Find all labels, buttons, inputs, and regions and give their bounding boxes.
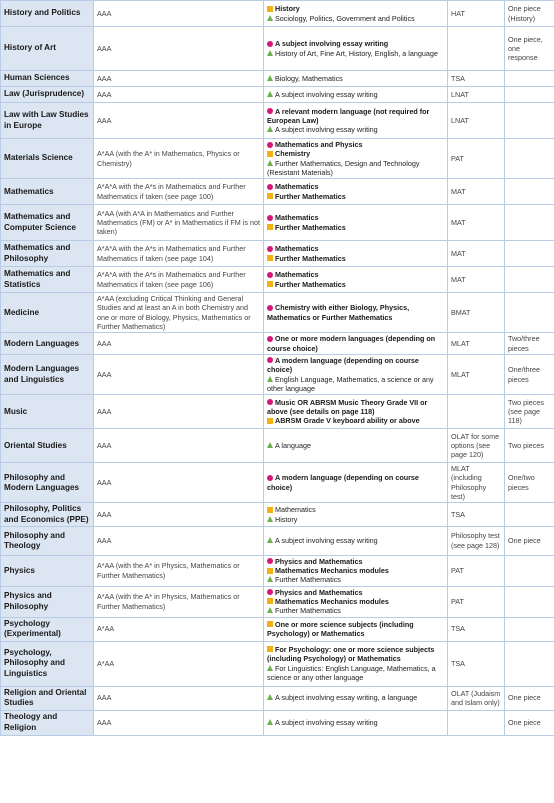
table-row [1,27,554,71]
requirement-item [267,557,444,566]
grade-requirement: AAA [94,526,264,555]
table-row [1,641,554,686]
table-row [1,71,554,87]
admissions-test: LNAT [448,103,505,139]
requirement-item [267,375,444,394]
course-name: Medicine [1,293,94,333]
course-name: Philosophy and Modern Languages [1,463,94,503]
grade-requirement: AAA [94,686,264,710]
requirement-text: Mathematics [275,182,319,192]
requirement-item [267,4,444,13]
admissions-test: Philosophy test (see page 128) [448,526,505,555]
requirement-item [267,90,444,99]
triangle-bullet-icon [267,50,273,56]
written-work [505,293,554,333]
requirement-text: Mathematics [275,505,316,515]
circle-bullet-icon [267,305,273,311]
subject-requirements [264,267,448,293]
course-name: Philosophy and Theology [1,526,94,555]
table-row [1,267,554,293]
requirement-item [267,39,444,48]
requirement-text: Mathematics Mechanics modules [275,566,389,576]
requirement-item [267,182,444,191]
admissions-test: MLAT [448,354,505,394]
table-row [1,429,554,463]
written-work [505,179,554,205]
written-work [505,103,554,139]
requirement-text: One or more science subjects (including Psychology) or Mathematics [267,619,414,639]
requirement-text: Further Mathematics [275,222,346,232]
admissions-test: TSA [448,71,505,87]
requirement-text: Sociology, Politics, Government and Politics [275,13,415,23]
square-bullet-icon [267,224,273,230]
square-bullet-icon [267,193,273,199]
requirement-item [267,244,444,253]
subject-requirements [264,71,448,87]
subject-requirements [264,641,448,686]
requirement-item [267,159,444,178]
requirement-item [267,473,444,492]
requirement-item [267,566,444,575]
circle-bullet-icon [267,215,273,221]
requirement-item [267,597,444,606]
grade-requirement: A*AA (with A*A in Mathematics and Further Mathematics (FM) or A* in Mathematics if FM is not taken) [94,205,264,241]
course-name: Law with Law Studies in Europe [1,103,94,139]
grade-requirement: AAA [94,1,264,27]
course-name: Physics [1,555,94,586]
grade-requirement: A*A*A with the A*s in Mathematics and Further Mathematics if taken (see page 104) [94,241,264,267]
requirement-text: A subject involving essay writing [275,39,389,49]
course-name: Philosophy, Politics and Economics (PPE) [1,503,94,526]
written-work [505,267,554,293]
requirement-text: Chemistry with either Biology, Physics, Mathematics or Further Mathematics [267,303,410,322]
requirement-text: Mathematics and Physics [275,140,363,149]
courses-table-body [1,1,554,736]
requirement-item [267,606,444,615]
table-row [1,241,554,267]
requirement-item [267,14,444,23]
triangle-bullet-icon [267,126,273,132]
requirement-item [267,441,444,450]
requirement-item [267,620,444,639]
triangle-bullet-icon [267,665,273,671]
requirement-item [267,575,444,584]
triangle-bullet-icon [267,576,273,582]
circle-bullet-icon [267,108,273,114]
requirement-item [267,149,444,158]
subject-requirements [264,179,448,205]
admissions-test: TSA [448,503,505,526]
requirement-text: Mathematics Mechanics modules [275,596,389,606]
requirement-item [267,505,444,514]
requirement-text: Further Mathematics, Design and Technology (Resistant Materials) [267,158,420,177]
requirement-text: Further Mathematics [275,606,341,616]
requirement-item [267,140,444,149]
written-work: One piece, one response [505,27,554,71]
written-work: One piece [505,686,554,710]
grade-requirement: AAA [94,333,264,355]
table-row [1,205,554,241]
course-name: Psychology, Philosophy and Linguistics [1,641,94,686]
circle-bullet-icon [267,558,273,564]
admissions-test [448,27,505,71]
requirement-text: A relevant modern language (not required for European Law) [267,106,430,125]
requirement-item [267,49,444,58]
written-work [505,586,554,617]
requirement-item [267,254,444,263]
table-row [1,555,554,586]
table-row [1,586,554,617]
requirement-text: A subject involving essay writing [275,125,378,135]
triangle-bullet-icon [267,15,273,21]
admissions-test: MAT [448,267,505,293]
course-name: Oriental Studies [1,429,94,463]
written-work [505,555,554,586]
subject-requirements [264,586,448,617]
triangle-bullet-icon [267,694,273,700]
admissions-test: MLAT [448,333,505,355]
circle-bullet-icon [267,41,273,47]
square-bullet-icon [267,255,273,261]
written-work [505,71,554,87]
requirement-item [267,356,444,375]
table-row [1,463,554,503]
course-name: Mathematics and Statistics [1,267,94,293]
requirement-text: Music OR ABRSM Music Theory Grade VII or above (see details on page 118) [267,397,428,416]
written-work [505,503,554,526]
subject-requirements [264,241,448,267]
requirement-text: Mathematics [275,270,319,280]
triangle-bullet-icon [267,160,273,166]
grade-requirement: AAA [94,87,264,103]
circle-bullet-icon [267,399,273,405]
triangle-bullet-icon [267,91,273,97]
requirement-text: ABRSM Grade V keyboard ability or above [275,416,420,426]
course-name: Music [1,395,94,429]
admissions-test: PAT [448,586,505,617]
requirement-text: English Language, Mathematics, a science or any other language [267,374,434,393]
written-work [505,205,554,241]
subject-requirements [264,395,448,429]
square-bullet-icon [267,418,273,424]
requirement-item [267,664,444,683]
grade-requirement: AAA [94,354,264,394]
requirement-item [267,588,444,597]
admissions-test: OLAT for some options (see page 120) [448,429,505,463]
triangle-bullet-icon [267,607,273,613]
circle-bullet-icon [267,357,273,363]
course-name: Mathematics and Philosophy [1,241,94,267]
requirement-text: For Psychology: one or more science subjects (including Psychology) or Mathematics [267,644,435,664]
grade-requirement: A*AA (excluding Critical Thinking and General Studies and at least an A in both Chemistry and one or more of Biology, Physics, Mathematics or Further Mathematics) [94,293,264,333]
requirement-item [267,213,444,222]
square-bullet-icon [267,621,273,627]
course-name: Psychology (Experimental) [1,617,94,641]
circle-bullet-icon [267,589,273,595]
subject-requirements [264,293,448,333]
requirement-item [267,280,444,289]
table-row [1,103,554,139]
requirement-text: A language [275,441,311,450]
triangle-bullet-icon [267,442,273,448]
admissions-test: MLAT (including Philosophy test) [448,463,505,503]
requirement-item [267,334,444,353]
course-name: Materials Science [1,139,94,179]
requirement-text: For Linguistics: English Language, Mathematics, a science or any other language [267,663,436,682]
requirement-item [267,515,444,524]
admissions-test: PAT [448,555,505,586]
written-work [505,87,554,103]
grade-requirement: A*AA (with the A* in Mathematics, Physics or Chemistry) [94,139,264,179]
table-row [1,710,554,735]
written-work [505,139,554,179]
grade-requirement: A*A*A with the A*s in Mathematics and Further Mathematics if taken (see page 106) [94,267,264,293]
course-name: Human Sciences [1,71,94,87]
grade-requirement: AAA [94,503,264,526]
subject-requirements [264,555,448,586]
requirement-text: Mathematics [275,244,319,254]
table-row [1,179,554,205]
requirement-text: History of Art, Fine Art, History, English, a language [275,48,438,58]
circle-bullet-icon [267,336,273,342]
table-row [1,354,554,394]
grade-requirement: A*AA (with the A* in Physics, Mathematics or Further Mathematics) [94,555,264,586]
subject-requirements [264,526,448,555]
subject-requirements [264,103,448,139]
course-name: Mathematics [1,179,94,205]
table-row [1,293,554,333]
circle-bullet-icon [267,475,273,481]
grade-requirement: A*AA [94,617,264,641]
admissions-test: TSA [448,617,505,641]
admissions-test: BMAT [448,293,505,333]
admissions-test: PAT [448,139,505,179]
requirement-item [267,718,444,727]
subject-requirements [264,87,448,103]
requirement-text: Biology, Mathematics [275,73,343,83]
subject-requirements [264,139,448,179]
triangle-bullet-icon [267,516,273,522]
requirement-item [267,270,444,279]
admissions-test: TSA [448,641,505,686]
grade-requirement: AAA [94,71,264,87]
written-work: Two/three pieces [505,333,554,355]
course-name: History and Politics [1,1,94,27]
table-row [1,87,554,103]
course-name: History of Art [1,27,94,71]
requirement-text: Chemistry [275,149,311,159]
table-row [1,395,554,429]
requirement-text: A subject involving essay writing, a language [275,693,418,703]
requirement-item [267,303,444,322]
subject-requirements [264,205,448,241]
requirement-text: A subject involving essay writing [275,717,378,727]
requirement-text: A subject involving essay writing [275,89,378,99]
table-row [1,526,554,555]
subject-requirements [264,333,448,355]
grade-requirement: AAA [94,395,264,429]
triangle-bullet-icon [267,75,273,81]
course-name: Physics and Philosophy [1,586,94,617]
requirement-text: Further Mathematics [275,575,341,585]
subject-requirements [264,686,448,710]
course-name: Modern Languages and Linguistics [1,354,94,394]
requirement-item [267,223,444,232]
grade-requirement: AAA [94,429,264,463]
requirement-text: A subject involving essay writing [275,536,378,546]
written-work: Two pieces [505,429,554,463]
subject-requirements [264,429,448,463]
course-name: Religion and Oriental Studies [1,686,94,710]
course-name: Theology and Religion [1,710,94,735]
requirement-text: Further Mathematics [275,253,346,263]
requirement-text: Further Mathematics [275,279,346,289]
requirement-item [267,693,444,702]
circle-bullet-icon [267,142,273,148]
requirement-text: History [275,4,300,14]
subject-requirements [264,503,448,526]
admissions-test: MAT [448,205,505,241]
written-work [505,641,554,686]
table-row [1,333,554,355]
requirement-item [267,398,444,417]
requirement-text: Mathematics [275,213,319,223]
requirement-text: One or more modern languages (depending on course choice) [267,334,436,353]
written-work: One piece (History) [505,1,554,27]
grade-requirement: AAA [94,710,264,735]
circle-bullet-icon [267,246,273,252]
table-row [1,617,554,641]
course-name: Modern Languages [1,333,94,355]
square-bullet-icon [267,281,273,287]
grade-requirement: AAA [94,103,264,139]
table-row [1,1,554,27]
square-bullet-icon [267,151,273,157]
written-work: One piece [505,710,554,735]
circle-bullet-icon [267,272,273,278]
table-row [1,503,554,526]
course-name: Mathematics and Computer Science [1,205,94,241]
subject-requirements [264,617,448,641]
written-work: One/three pieces [505,354,554,394]
written-work: One/two pieces [505,463,554,503]
written-work [505,241,554,267]
admissions-test [448,710,505,735]
square-bullet-icon [267,6,273,12]
circle-bullet-icon [267,184,273,190]
requirement-text: Physics and Mathematics [275,587,363,597]
admissions-test: HAT [448,1,505,27]
square-bullet-icon [267,598,273,604]
subject-requirements [264,354,448,394]
subject-requirements [264,1,448,27]
square-bullet-icon [267,646,273,652]
admissions-test: LNAT [448,87,505,103]
admissions-test [448,395,505,429]
requirement-item [267,645,444,664]
written-work: Two pieces (see page 118) [505,395,554,429]
triangle-bullet-icon [267,719,273,725]
subject-requirements [264,710,448,735]
square-bullet-icon [267,568,273,574]
subject-requirements [264,463,448,503]
grade-requirement: AAA [94,463,264,503]
grade-requirement: AAA [94,27,264,71]
table-row [1,686,554,710]
admissions-test: MAT [448,241,505,267]
table-row [1,139,554,179]
requirement-text: A modern language (depending on course choice) [267,473,419,492]
requirement-item [267,107,444,126]
requirement-item [267,192,444,201]
triangle-bullet-icon [267,376,273,382]
grade-requirement: A*AA (with the A* in Physics, Mathematics or Further Mathematics) [94,586,264,617]
grade-requirement: A*A*A with the A*s in Mathematics and Further Mathematics if taken (see page 100) [94,179,264,205]
requirement-item [267,536,444,545]
square-bullet-icon [267,507,273,513]
requirement-item [267,74,444,83]
requirement-text: Physics and Mathematics [275,556,363,566]
requirement-text: History [275,514,298,524]
written-work [505,617,554,641]
requirement-item [267,125,444,134]
admissions-test: MAT [448,179,505,205]
requirement-text: Further Mathematics [275,191,346,201]
requirement-text: A modern language (depending on course choice) [267,355,419,375]
admissions-test: OLAT (Judaism and Islam only) [448,686,505,710]
course-name: Law (Jurisprudence) [1,87,94,103]
written-work: One piece [505,526,554,555]
requirement-item [267,416,444,425]
triangle-bullet-icon [267,537,273,543]
subject-requirements [264,27,448,71]
grade-requirement: A*AA [94,641,264,686]
